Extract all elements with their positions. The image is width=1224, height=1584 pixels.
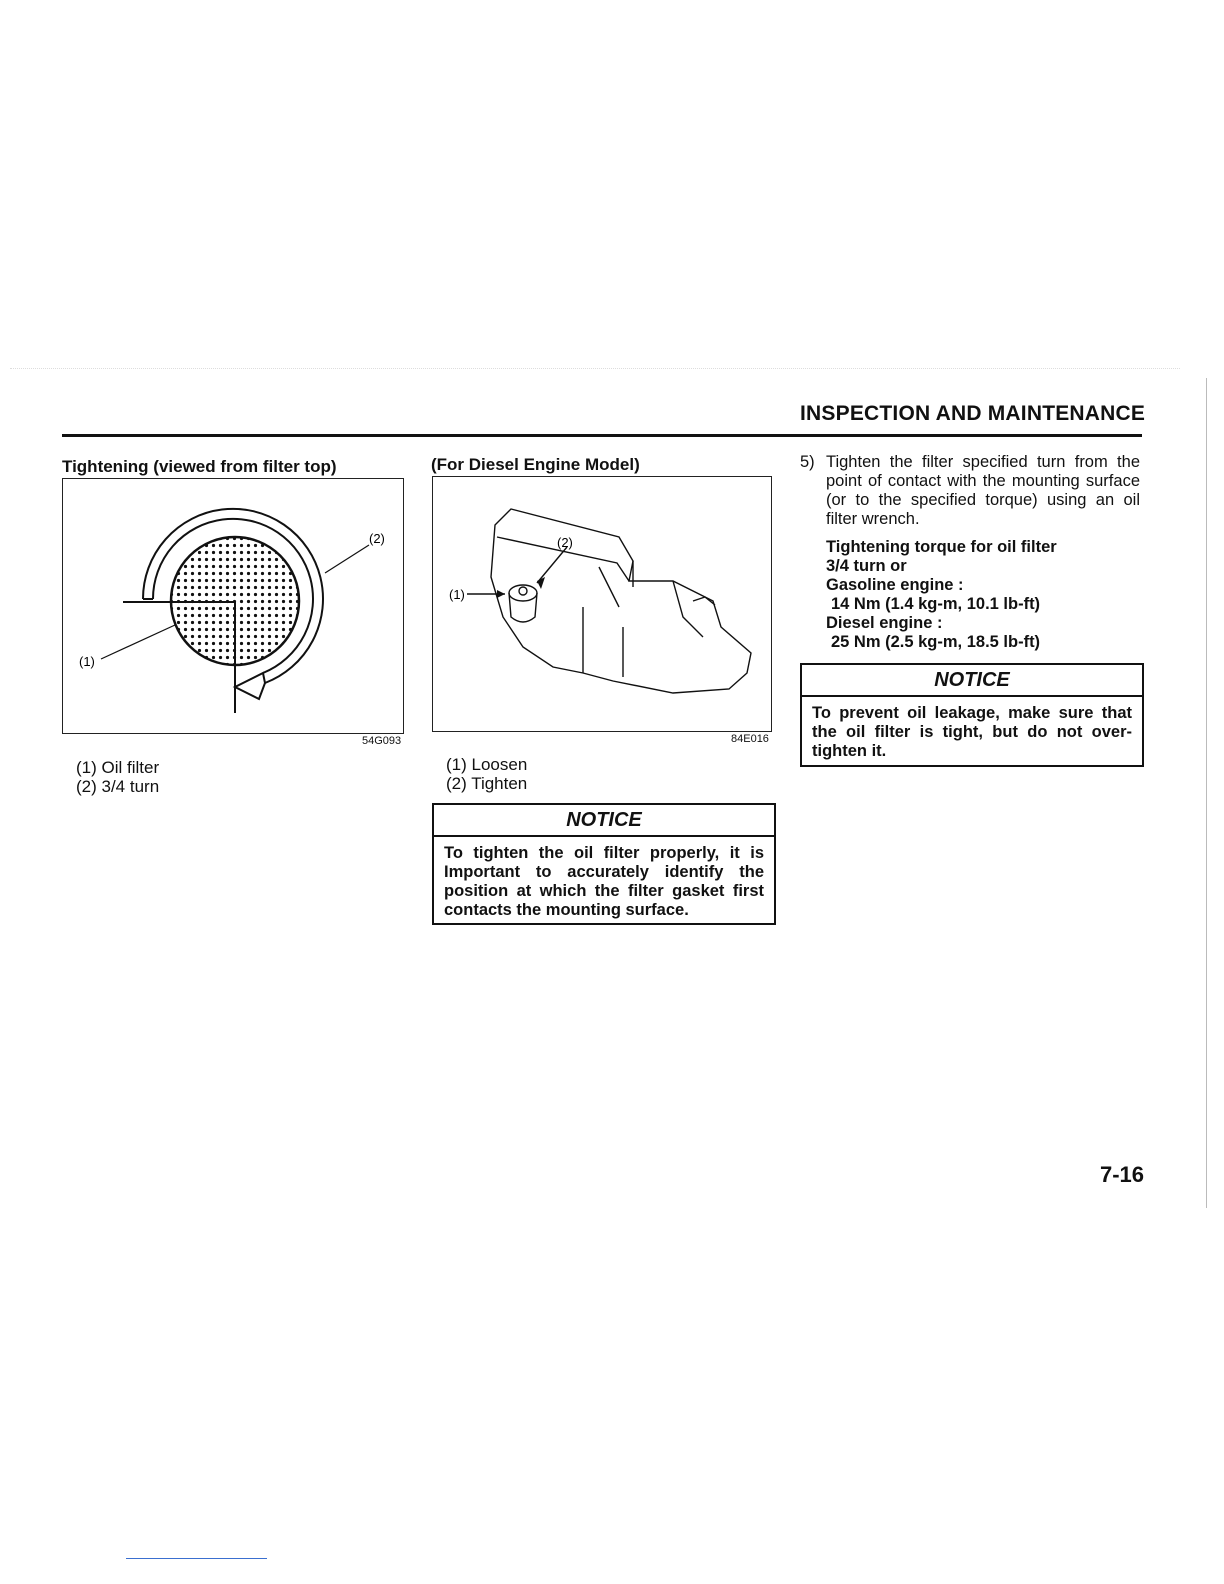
oil-filter-top-view-illustration	[63, 479, 403, 733]
scan-artifact-line	[10, 368, 1180, 369]
legend-item: (2) Tighten	[446, 774, 528, 793]
callout-2-label: (2)	[557, 535, 573, 550]
figure-left-legend	[76, 758, 159, 796]
page-edge	[1206, 378, 1207, 1208]
gasoline-value: 14 Nm (1.4 kg-m, 10.1 lb-ft)	[831, 595, 1041, 613]
diesel-value: 25 Nm (2.5 kg-m, 18.5 lb-ft)	[831, 633, 1041, 651]
figure-middle-box	[432, 476, 772, 732]
torque-turn: 3/4 turn or	[826, 557, 907, 575]
scan-artifact-underline	[126, 1558, 267, 1559]
notice-body: To prevent oil leakage, make sure that the oil filter is tight, but do not over-tighten it.	[812, 704, 1132, 760]
step-number: 5)	[800, 453, 815, 471]
gasoline-label: Gasoline engine :	[826, 576, 964, 594]
figure-left-code: 54G093	[362, 735, 402, 747]
notice-box-right	[800, 663, 1144, 767]
figure-middle-code: 84E016	[731, 733, 769, 745]
legend-item: (1) Loosen	[446, 755, 528, 774]
notice-box-middle	[432, 803, 776, 925]
callout-2-label: (2)	[369, 531, 385, 546]
callout-1-label: (1)	[449, 587, 465, 602]
legend-item: (1) Oil filter	[76, 758, 160, 777]
diesel-engine-illustration	[433, 477, 771, 731]
torque-spec	[826, 538, 1057, 652]
notice-body: To tighten the oil filter properly, it is Important to accurately identify the position at which the filter gasket first contacts the mounting surface.	[444, 844, 764, 919]
figure-left-title: Tightening (viewed from filter top)	[62, 457, 337, 476]
page-number: 7-16	[1100, 1162, 1145, 1187]
step-text: Tighten the filter specified turn from the point of contact with the mounting surface (or to the specified torque) using an oil filter wrench.	[826, 453, 1140, 528]
section-title: INSPECTION AND MAINTENANCE	[800, 402, 1146, 425]
torque-title: Tightening torque for oil filter	[826, 538, 1057, 556]
legend-item: (2) 3/4 turn	[76, 777, 160, 796]
callout-1-label: (1)	[79, 654, 95, 669]
diesel-label: Diesel engine :	[826, 614, 943, 632]
notice-heading: NOTICE	[802, 665, 1142, 697]
figure-left-box	[62, 478, 404, 734]
header-rule	[62, 434, 1142, 437]
figure-middle-title: (For Diesel Engine Model)	[431, 455, 640, 474]
notice-heading: NOTICE	[434, 805, 774, 837]
figure-middle-legend	[446, 755, 527, 793]
